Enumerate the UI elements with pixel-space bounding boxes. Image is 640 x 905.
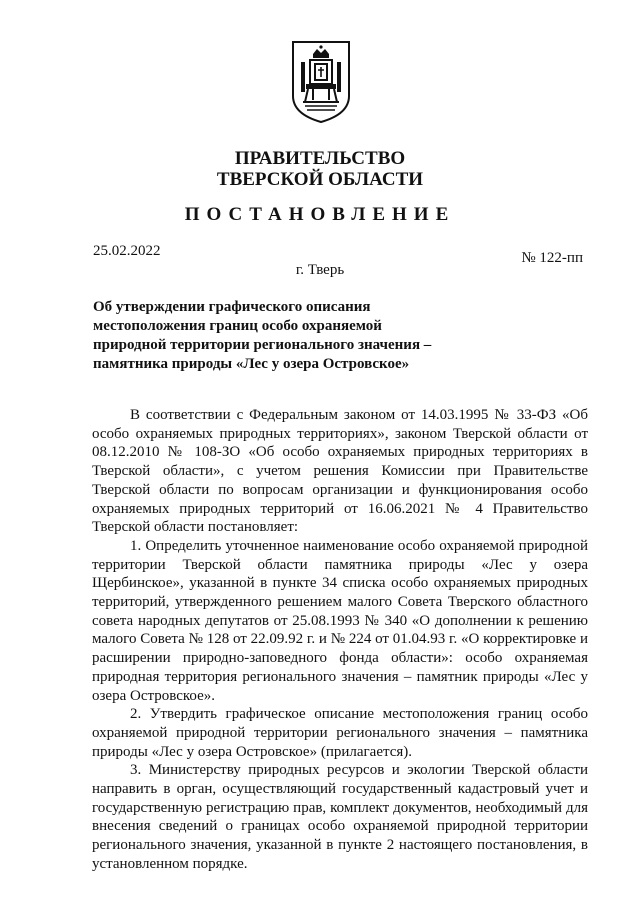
item-paragraph-3: 3. Министерству природных ресурсов и экологии Тверской области направить в орган, осуществляющий государственный кадастровый учет и государственную регистрацию прав, комплект документов, необходимый для внесения сведений о границах особо охраняемой природной территории регионального значения, указанной в пункте 2 настоящего постановления, в установленном порядке. — [92, 762, 588, 872]
document-type-title: ПОСТАНОВЛЕНИЕ — [184, 204, 456, 225]
organization-title-line2: ТВЕРСКОЙ ОБЛАСТИ — [216, 169, 424, 190]
organization-title-line1: ПРАВИТЕЛЬСТВО — [234, 148, 406, 169]
subject-line: местоположения границ особо охраняемой — [93, 318, 382, 334]
document-number: № 122-пп — [521, 250, 583, 266]
document-date: 25.02.2022 — [93, 243, 161, 259]
subject-line: памятника природы «Лес у озера Островское» — [93, 356, 410, 372]
coat-of-arms-icon — [291, 40, 351, 124]
subject-line: природной территории регионального значения – — [93, 337, 432, 353]
document-subject — [93, 298, 453, 374]
preamble-paragraph: В соответствии с Федеральным законом от 14.03.1995 № 33-ФЗ «Об особо охраняемых природных территориях», законом Тверской области от 08.12.2010 № 108-ЗО «Об особо охраняемых природных территориях в Тверской области», с учетом решения Комиссии при Правительстве Тверской области по вопросам организации и функционирования особо охраняемых природных территорий от 16.06.2021 № 4 Правительство Тверской области постановляет: — [92, 407, 588, 536]
document-body — [92, 406, 588, 874]
subject-line: Об утверждении графического описания — [93, 299, 371, 315]
item-paragraph-2: 2. Утвердить графическое описание местоположения границ особо охраняемой природной территории регионального значения – памятника природы «Лес у озера Островское» (прилагается). — [92, 706, 588, 760]
item-paragraph-1: 1. Определить уточненное наименование особо охраняемой природной территории Тверской области памятника природы «Лес у озера Щербинское», указанной в пункте 34 списка особо охраняемых природных территорий, утвержденного решением малого Совета Тверского областного совета народных депутатов от 25.08.1993 № 340 «О дополнении к решению малого Совета № 128 от 22.09.92 г. и № 224 от 01.04.93 г. «О корректировке и расширении природно-заповедного фонда области»: особо охраняемая природная территория регионального значения – памятник природы «Лес у озера Островское». — [92, 537, 588, 704]
document-city: г. Тверь — [295, 262, 345, 278]
